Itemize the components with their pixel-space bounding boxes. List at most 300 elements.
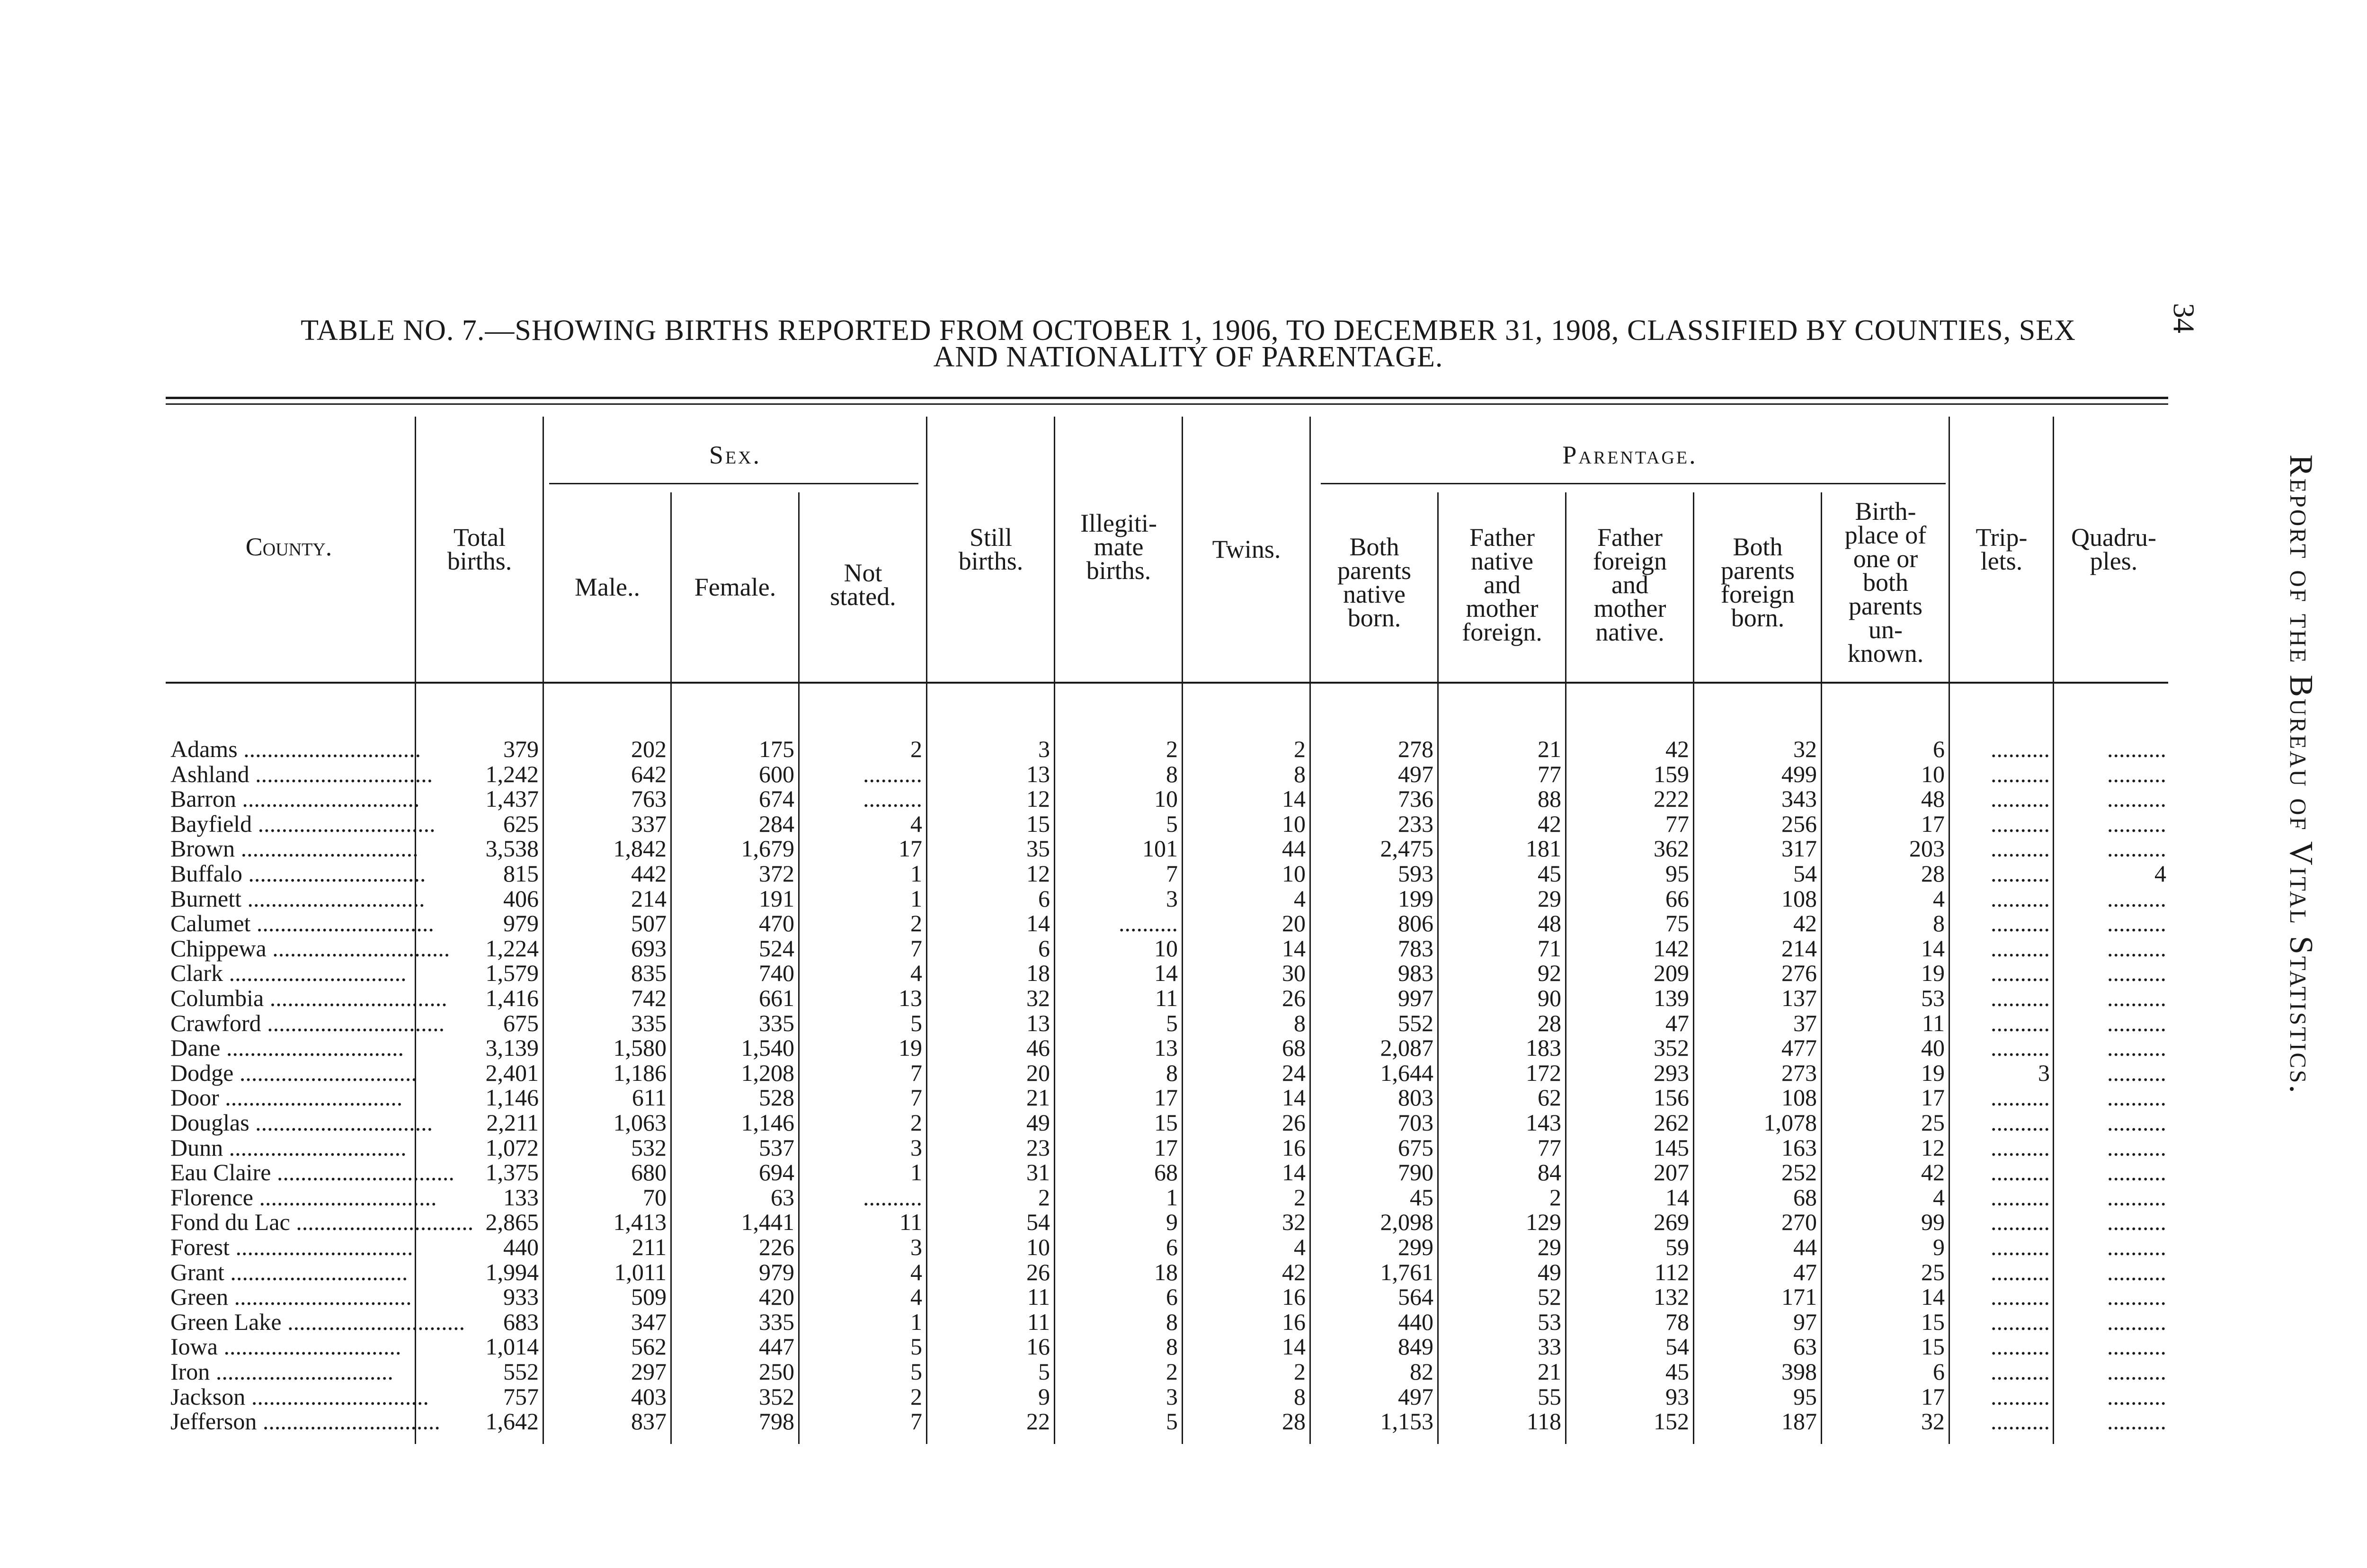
- cell-total: 379: [503, 736, 539, 762]
- cell-both-native: 199: [1398, 885, 1433, 912]
- table-row: [0, 1035, 2178, 1060]
- dot-leader: ..............................: [281, 1308, 465, 1335]
- header-both-native: [1311, 535, 1437, 630]
- table-row: [0, 836, 2178, 861]
- cell-empty-leader: ..........: [2107, 1159, 2166, 1186]
- table-row: [0, 936, 2178, 961]
- cell-twins: 10: [1282, 860, 1306, 887]
- cell-father-native: 183: [1526, 1034, 1561, 1061]
- cell-unknown: 32: [1921, 1408, 1945, 1435]
- cell-unknown: 9: [1933, 1234, 1945, 1260]
- cell-male: 1,011: [614, 1258, 667, 1285]
- dot-leader: ..............................: [241, 885, 425, 912]
- cell-both-native: 803: [1398, 1084, 1433, 1111]
- header-line: Total: [453, 523, 506, 552]
- cell-not-stated: 5: [910, 1009, 922, 1036]
- cell-unknown: 6: [1933, 1358, 1945, 1385]
- cell-female: 63: [771, 1184, 794, 1211]
- cell-empty-leader: ..........: [2107, 1134, 2166, 1161]
- cell-empty-leader: ..........: [2107, 1009, 2166, 1036]
- cell-not-stated: 7: [910, 1059, 922, 1086]
- cell-both-native: 45: [1410, 1184, 1433, 1211]
- county-name: Brown: [170, 835, 235, 862]
- county-name: Calumet: [170, 910, 251, 937]
- cell-father-foreign: 262: [1654, 1109, 1689, 1136]
- cell-total: 815: [503, 860, 539, 887]
- cell-female: 674: [759, 785, 794, 812]
- cell-female: 250: [759, 1358, 794, 1385]
- cell-illegit: 9: [1166, 1209, 1178, 1236]
- header-line: Father: [1597, 523, 1663, 552]
- cell-empty-leader: ..........: [2107, 910, 2166, 937]
- dot-leader: ..............................: [233, 1059, 417, 1086]
- cell-empty-leader: ..........: [1991, 1308, 2050, 1335]
- cell-female: 979: [759, 1258, 794, 1285]
- cell-empty-leader: ..........: [1991, 1209, 2050, 1236]
- cell-father-foreign: 156: [1654, 1084, 1689, 1111]
- cell-father-native: 2: [1549, 1184, 1561, 1211]
- cell-female: 372: [759, 860, 794, 887]
- cell-father-foreign: 145: [1654, 1134, 1689, 1161]
- header-line: Not: [844, 559, 882, 587]
- cell-empty-leader: ..........: [1991, 1283, 2050, 1310]
- cell-still: 15: [1026, 810, 1050, 837]
- cell-empty-leader: ..........: [1991, 910, 2050, 937]
- cell-illegit: 8: [1166, 1333, 1178, 1360]
- cell-still: 18: [1026, 960, 1050, 987]
- header-line: un-: [1869, 615, 1903, 644]
- cell-empty-leader: ..........: [2107, 960, 2166, 987]
- cell-female: 694: [759, 1159, 794, 1186]
- cell-twins: 14: [1282, 935, 1306, 962]
- cell-empty-leader: ..........: [1991, 1034, 2050, 1061]
- cell-not-stated: 2: [910, 910, 922, 937]
- cell-empty-leader: ..........: [863, 760, 922, 787]
- cell-both-foreign: 499: [1781, 760, 1817, 787]
- cell-unknown: 4: [1933, 885, 1945, 912]
- header-line: mother: [1593, 594, 1666, 623]
- cell-both-foreign: 398: [1781, 1358, 1817, 1385]
- cell-unknown: 25: [1921, 1258, 1945, 1285]
- cell-both-native: 593: [1398, 860, 1433, 887]
- cell-illegit: 101: [1142, 835, 1178, 862]
- cell-father-native: 172: [1526, 1059, 1561, 1086]
- cell-empty-leader: ..........: [863, 785, 922, 812]
- cell-not-stated: 2: [910, 1383, 922, 1410]
- cell-county: [170, 1184, 437, 1211]
- cell-illegit: 2: [1166, 1358, 1178, 1385]
- cell-total: 1,994: [485, 1258, 539, 1285]
- cell-father-native: 45: [1538, 860, 1561, 887]
- cell-not-stated: 3: [910, 1234, 922, 1260]
- county-name: Jefferson: [170, 1408, 257, 1435]
- header-line: native: [1343, 580, 1406, 608]
- cell-unknown: 25: [1921, 1109, 1945, 1136]
- cell-both-native: 299: [1398, 1234, 1433, 1260]
- header-line: stated.: [830, 582, 896, 611]
- cell-both-foreign: 95: [1793, 1383, 1817, 1410]
- cell-both-native: 1,644: [1380, 1059, 1433, 1086]
- cell-male: 763: [631, 785, 667, 812]
- cell-total: 2,865: [485, 1209, 539, 1236]
- cell-still: 5: [1038, 1358, 1050, 1385]
- cell-unknown: 17: [1921, 1383, 1945, 1410]
- cell-illegit: 3: [1166, 885, 1178, 912]
- cell-county: [170, 1035, 412, 1060]
- cell-twins: 2: [1294, 1184, 1306, 1211]
- cell-female: 284: [759, 810, 794, 837]
- table-title: [170, 314, 2206, 373]
- cell-unknown: 99: [1921, 1209, 1945, 1236]
- cell-father-native: 181: [1526, 835, 1561, 862]
- cell-female: 740: [759, 960, 794, 987]
- header-line: foreign: [1721, 580, 1795, 608]
- cell-county: [170, 1308, 465, 1335]
- cell-father-native: 48: [1538, 910, 1561, 937]
- cell-twins: 28: [1282, 1408, 1306, 1435]
- page-number: 34: [2167, 303, 2201, 333]
- header-line: Twins.: [1212, 535, 1281, 563]
- cell-both-foreign: 137: [1781, 985, 1817, 1011]
- header-line: native.: [1595, 618, 1664, 646]
- cell-still: 23: [1026, 1134, 1050, 1161]
- cell-empty-leader: ..........: [2107, 810, 2166, 837]
- cell-still: 12: [1026, 785, 1050, 812]
- cell-female: 1,540: [741, 1034, 794, 1061]
- cell-both-foreign: 108: [1781, 1084, 1817, 1111]
- cell-twins: 14: [1282, 1333, 1306, 1360]
- cell-twins: 30: [1282, 960, 1306, 987]
- cell-male: 1,580: [613, 1034, 667, 1061]
- cell-still: 13: [1026, 760, 1050, 787]
- cell-empty-leader: ..........: [2107, 736, 2166, 762]
- table-row: [0, 762, 2178, 786]
- cell-unknown: 28: [1921, 860, 1945, 887]
- cell-empty-leader: ..........: [1991, 885, 2050, 912]
- cell-male: 509: [631, 1283, 667, 1310]
- cell-county: [170, 785, 420, 812]
- table-title-line-1: TABLE NO. 7.—SHOWING BIRTHS REPORTED FROM OCTOBER 1, 1906, TO DECEMBER 31, 1908, CLASSIFIED BY COUNTIES, SEX: [301, 314, 2076, 347]
- cell-female: 226: [759, 1234, 794, 1260]
- header-line: native: [1471, 547, 1533, 575]
- table-row: [0, 1334, 2178, 1359]
- cell-twins: 32: [1282, 1209, 1306, 1236]
- table-row: [0, 1060, 2178, 1085]
- county-name: Iowa: [170, 1333, 218, 1360]
- dot-leader: ..............................: [230, 1234, 413, 1260]
- cell-county: [170, 1383, 429, 1410]
- cell-twins: 14: [1282, 1084, 1306, 1111]
- cell-illegit: 1: [1166, 1184, 1178, 1211]
- cell-both-foreign: 44: [1793, 1234, 1817, 1260]
- cell-twins: 16: [1282, 1283, 1306, 1310]
- table-row: [0, 786, 2178, 811]
- cell-illegit: 10: [1154, 785, 1178, 812]
- cell-father-foreign: 152: [1654, 1408, 1689, 1435]
- cell-still: 22: [1026, 1408, 1050, 1435]
- cell-female: 175: [759, 736, 794, 762]
- header-line: Illegiti-: [1080, 509, 1157, 537]
- cell-male: 211: [632, 1234, 667, 1260]
- cell-both-native: 278: [1398, 736, 1433, 762]
- cell-both-native: 564: [1398, 1283, 1433, 1310]
- table-row: [0, 1185, 2178, 1210]
- cell-not-stated: 17: [899, 835, 922, 862]
- cell-total: 3,538: [485, 835, 539, 862]
- cell-empty-leader: ..........: [1991, 1109, 2050, 1136]
- cell-empty-leader: ..........: [2107, 1308, 2166, 1335]
- county-name: Dunn: [170, 1134, 223, 1161]
- cell-both-foreign: 214: [1781, 935, 1817, 962]
- cell-county: [170, 1334, 412, 1359]
- cell-unknown: 19: [1921, 1059, 1945, 1086]
- cell-quadruples: 4: [2154, 860, 2166, 887]
- header-line: Both: [1733, 533, 1783, 561]
- cell-female: 420: [759, 1283, 794, 1310]
- cell-illegit: 15: [1154, 1109, 1178, 1136]
- cell-illegit: 5: [1166, 810, 1178, 837]
- cell-female: 470: [759, 910, 794, 937]
- cell-total: 2,401: [485, 1059, 539, 1086]
- header-line: Birth-: [1855, 497, 1916, 526]
- cell-both-native: 1,153: [1380, 1408, 1433, 1435]
- cell-empty-leader: ..........: [2107, 1084, 2166, 1111]
- cell-father-foreign: 293: [1654, 1059, 1689, 1086]
- table-row: [0, 1409, 2178, 1434]
- cell-twins: 8: [1294, 760, 1306, 787]
- cell-father-native: 77: [1538, 1134, 1561, 1161]
- county-name: Buffalo: [170, 860, 242, 887]
- header-line: parents: [1849, 592, 1922, 620]
- header-county: [166, 535, 412, 559]
- cell-total: 1,416: [485, 985, 539, 1011]
- cell-county: [170, 1159, 454, 1186]
- cell-empty-leader: ..........: [2107, 1408, 2166, 1435]
- dot-leader: ..............................: [264, 985, 447, 1011]
- cell-illegit: 3: [1166, 1383, 1178, 1410]
- cell-empty-leader: ..........: [2107, 985, 2166, 1011]
- cell-male: 297: [631, 1358, 667, 1385]
- cell-both-native: 1,761: [1380, 1258, 1433, 1285]
- cell-father-foreign: 45: [1665, 1358, 1689, 1385]
- cell-not-stated: 2: [910, 1109, 922, 1136]
- county-name: Florence: [170, 1184, 253, 1211]
- header-line: foreign.: [1462, 618, 1542, 646]
- cell-father-foreign: 159: [1654, 760, 1689, 787]
- cell-father-native: 42: [1538, 810, 1561, 837]
- header-line: births.: [1086, 556, 1151, 585]
- cell-both-native: 497: [1398, 760, 1433, 787]
- cell-empty-leader: ..........: [1119, 910, 1178, 937]
- cell-both-foreign: 270: [1781, 1209, 1817, 1236]
- cell-both-native: 675: [1398, 1134, 1433, 1161]
- cell-unknown: 15: [1921, 1333, 1945, 1360]
- cell-twins: 14: [1282, 1159, 1306, 1186]
- header-line: births.: [447, 547, 512, 575]
- cell-not-stated: 13: [899, 985, 922, 1011]
- cell-male: 642: [631, 760, 667, 787]
- dot-leader: ..............................: [235, 835, 418, 862]
- county-name: Barron: [170, 785, 236, 812]
- cell-male: 1,842: [613, 835, 667, 862]
- header-line: one or: [1853, 544, 1918, 573]
- cell-still: 3: [1038, 736, 1050, 762]
- cell-total: 757: [503, 1383, 539, 1410]
- cell-county: [170, 910, 434, 937]
- cell-empty-leader: ..........: [2107, 760, 2166, 787]
- cell-twins: 42: [1282, 1258, 1306, 1285]
- cell-still: 35: [1026, 835, 1050, 862]
- cell-father-native: 92: [1538, 960, 1561, 987]
- cell-total: 683: [503, 1308, 539, 1335]
- dot-leader: ..............................: [228, 1283, 412, 1310]
- header-line: parents: [1721, 556, 1795, 585]
- header-line: Trip-: [1975, 523, 2028, 552]
- cell-not-stated: 3: [910, 1134, 922, 1161]
- cell-still: 12: [1026, 860, 1050, 887]
- cell-male: 335: [631, 1009, 667, 1036]
- cell-not-stated: 1: [910, 860, 922, 887]
- cell-both-foreign: 108: [1781, 885, 1817, 912]
- cell-unknown: 203: [1909, 835, 1945, 862]
- cell-both-native: 497: [1398, 1383, 1433, 1410]
- header-line: Quadru-: [2071, 523, 2156, 552]
- table-row: [0, 1085, 2178, 1110]
- header-female: [672, 575, 798, 599]
- header-bottom-rule: [166, 682, 2168, 684]
- cell-county: [170, 736, 421, 762]
- cell-county: [170, 1408, 440, 1435]
- cell-unknown: 48: [1921, 785, 1945, 812]
- dot-leader: ..............................: [217, 1333, 401, 1360]
- cell-still: 10: [1026, 1234, 1050, 1260]
- cell-unknown: 17: [1921, 810, 1945, 837]
- cell-father-native: 33: [1538, 1333, 1561, 1360]
- cell-female: 335: [759, 1009, 794, 1036]
- cell-county: [170, 1209, 474, 1236]
- header-line: ples.: [2090, 547, 2138, 575]
- cell-total: 625: [503, 810, 539, 837]
- header-parentage-group: Parentage.: [1562, 441, 1698, 469]
- cell-father-native: 52: [1538, 1283, 1561, 1310]
- cell-both-foreign: 32: [1793, 736, 1817, 762]
- cell-twins: 24: [1282, 1059, 1306, 1086]
- cell-county: [170, 961, 412, 985]
- cell-still: 11: [1027, 1308, 1050, 1335]
- table-row: [0, 1110, 2178, 1135]
- cell-total: 3,139: [485, 1034, 539, 1061]
- county-name: Crawford: [170, 1009, 261, 1036]
- cell-twins: 2: [1294, 736, 1306, 762]
- table-row: [0, 961, 2178, 985]
- cell-twins: 2: [1294, 1358, 1306, 1385]
- county-name: Iron: [170, 1358, 210, 1385]
- cell-both-foreign: 42: [1793, 910, 1817, 937]
- sex-group-rule: [549, 483, 918, 484]
- cell-empty-leader: ..........: [2107, 1109, 2166, 1136]
- cell-father-foreign: 269: [1654, 1209, 1689, 1236]
- cell-not-stated: 5: [910, 1333, 922, 1360]
- cell-father-native: 77: [1538, 760, 1561, 787]
- header-line: mother: [1466, 594, 1539, 623]
- cell-female: 447: [759, 1333, 794, 1360]
- cell-father-foreign: 95: [1665, 860, 1689, 887]
- cell-father-foreign: 54: [1665, 1333, 1689, 1360]
- cell-both-native: 849: [1398, 1333, 1433, 1360]
- cell-still: 16: [1026, 1333, 1050, 1360]
- county-name: Dane: [170, 1034, 221, 1061]
- cell-still: 26: [1026, 1258, 1050, 1285]
- header-line: parents: [1337, 556, 1411, 585]
- cell-illegit: 68: [1154, 1159, 1178, 1186]
- cell-county: [170, 1059, 417, 1086]
- cell-still: 54: [1026, 1209, 1050, 1236]
- header-line: Male..: [575, 573, 640, 601]
- cell-unknown: 6: [1933, 736, 1945, 762]
- cell-not-stated: 11: [899, 1209, 922, 1236]
- cell-male: 1,413: [613, 1209, 667, 1236]
- cell-empty-leader: ..........: [1991, 1159, 2050, 1186]
- cell-not-stated: 1: [910, 1159, 922, 1186]
- cell-unknown: 11: [1922, 1009, 1945, 1036]
- cell-not-stated: 4: [910, 1283, 922, 1310]
- cell-empty-leader: ..........: [1991, 785, 2050, 812]
- cell-total: 1,072: [485, 1134, 539, 1161]
- cell-still: 46: [1026, 1034, 1050, 1061]
- cell-father-foreign: 207: [1654, 1159, 1689, 1186]
- header-line: Father: [1469, 523, 1535, 552]
- cell-twins: 44: [1282, 835, 1306, 862]
- cell-both-native: 440: [1398, 1308, 1433, 1335]
- header-line: and: [1611, 570, 1648, 599]
- cell-illegit: 5: [1166, 1009, 1178, 1036]
- cell-still: 31: [1026, 1159, 1050, 1186]
- county-name: Fond du Lac: [170, 1209, 290, 1236]
- cell-total: 133: [503, 1184, 539, 1211]
- cell-empty-leader: ..........: [1991, 810, 2050, 837]
- header-line: mate: [1094, 533, 1144, 561]
- cell-empty-leader: ..........: [1991, 835, 2050, 862]
- cell-female: 537: [759, 1134, 794, 1161]
- cell-father-foreign: 132: [1654, 1283, 1689, 1310]
- header-illegitimate: [1056, 509, 1182, 585]
- cell-triplets: 3: [2038, 1059, 2050, 1086]
- cell-illegit: 17: [1154, 1084, 1178, 1111]
- cell-still: 2: [1038, 1184, 1050, 1211]
- cell-father-foreign: 362: [1654, 835, 1689, 862]
- cell-both-native: 233: [1398, 810, 1433, 837]
- cell-both-native: 552: [1398, 1009, 1433, 1036]
- cell-father-native: 49: [1538, 1258, 1561, 1285]
- cell-unknown: 40: [1921, 1034, 1945, 1061]
- cell-county: [170, 935, 450, 962]
- cell-county: [170, 1260, 412, 1284]
- cell-father-foreign: 142: [1654, 935, 1689, 962]
- header-line: known.: [1847, 639, 1924, 668]
- cell-both-foreign: 256: [1781, 810, 1817, 837]
- header-line: Still: [969, 523, 1013, 552]
- cell-not-stated: 7: [910, 935, 922, 962]
- cell-total: 1,579: [485, 960, 539, 987]
- county-name: Bayfield: [170, 810, 252, 837]
- header-line: foreign: [1593, 547, 1667, 575]
- header-line: born.: [1731, 604, 1785, 632]
- cell-illegit: 14: [1154, 960, 1178, 987]
- cell-male: 562: [631, 1333, 667, 1360]
- cell-county: [170, 985, 447, 1011]
- cell-total: 933: [503, 1283, 539, 1310]
- cell-female: 661: [759, 985, 794, 1011]
